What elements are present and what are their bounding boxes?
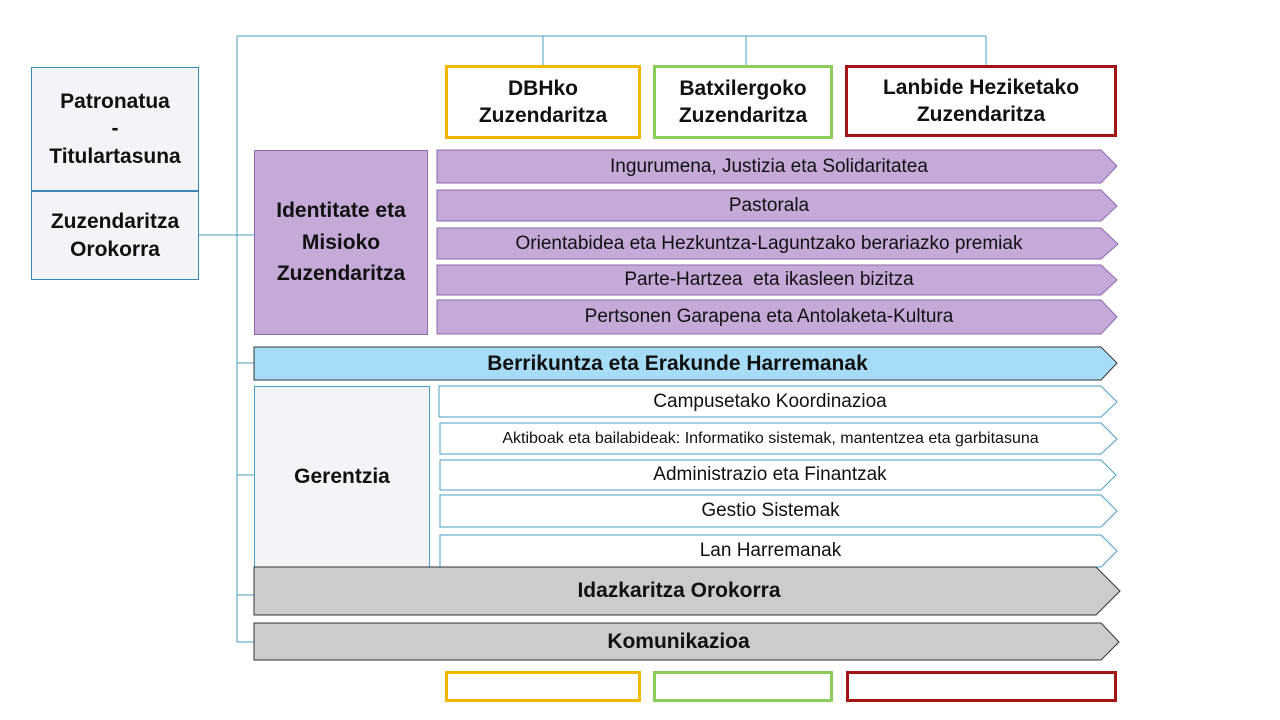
batxilergoko-line2: Zuzendaritza xyxy=(678,104,808,127)
zuzendaritza-line2: Orokorra xyxy=(70,237,160,261)
dbhko-line1: DBHko xyxy=(507,76,578,100)
gerentzia-item-3: Administrazio eta Finantzak xyxy=(653,464,887,485)
gerentzia-item-4: Gestio Sistemak xyxy=(701,500,840,521)
patronatua-line1: Patronatua xyxy=(60,90,170,114)
idazkaritza-label: Idazkaritza Orokorra xyxy=(577,579,781,602)
identitate-line2: Misioko xyxy=(301,230,381,254)
batxilergoko-line1: Batxilergoko xyxy=(679,76,807,100)
gerentzia-item-2: Aktiboak eta bailabideak: Informatiko sistemak, mantentzea eta garbitasuna xyxy=(502,429,1039,447)
komunikazioa-label: Komunikazioa xyxy=(607,629,750,653)
gerentzia-item-5: Lan Harremanak xyxy=(699,540,842,561)
berrikuntza-label: Berrikuntza eta Erakunde Harremanak xyxy=(487,351,868,375)
patronatua-line2: - xyxy=(111,117,119,141)
gerentzia-item-1: Campusetako Koordinazioa xyxy=(653,390,887,412)
bottom-box-lanbide xyxy=(846,671,1117,702)
dbhko-line2: Zuzendaritza xyxy=(478,104,608,127)
identitate-item-5: Pertsonen Garapena eta Antolaketa-Kultura xyxy=(584,306,954,327)
identitate-line3: Zuzendaritza xyxy=(276,262,406,286)
identitate-item-1: Ingurumena, Justizia eta Solidaritatea xyxy=(610,155,928,177)
lanbide-line1: Lanbide Heziketako xyxy=(882,75,1080,99)
identitate-line1: Identitate eta xyxy=(276,199,406,223)
identitate-item-4: Parte-Hartzea eta ikasleen bizitza xyxy=(624,269,914,290)
identitate-item-2: Pastorala xyxy=(728,194,810,216)
bottom-box-batxilergoko xyxy=(653,671,833,702)
patronatua-line3: Titulartasuna xyxy=(49,144,181,168)
bottom-box-dbhko xyxy=(445,671,641,702)
zuzendaritza-line1: Zuzendaritza xyxy=(50,210,180,234)
lanbide-line2: Zuzendaritza xyxy=(916,103,1046,126)
identitate-item-3: Orientabidea eta Hezkuntza-Laguntzako berariazko premiak xyxy=(515,232,1023,254)
gerentzia-label: Gerentzia xyxy=(294,465,390,489)
